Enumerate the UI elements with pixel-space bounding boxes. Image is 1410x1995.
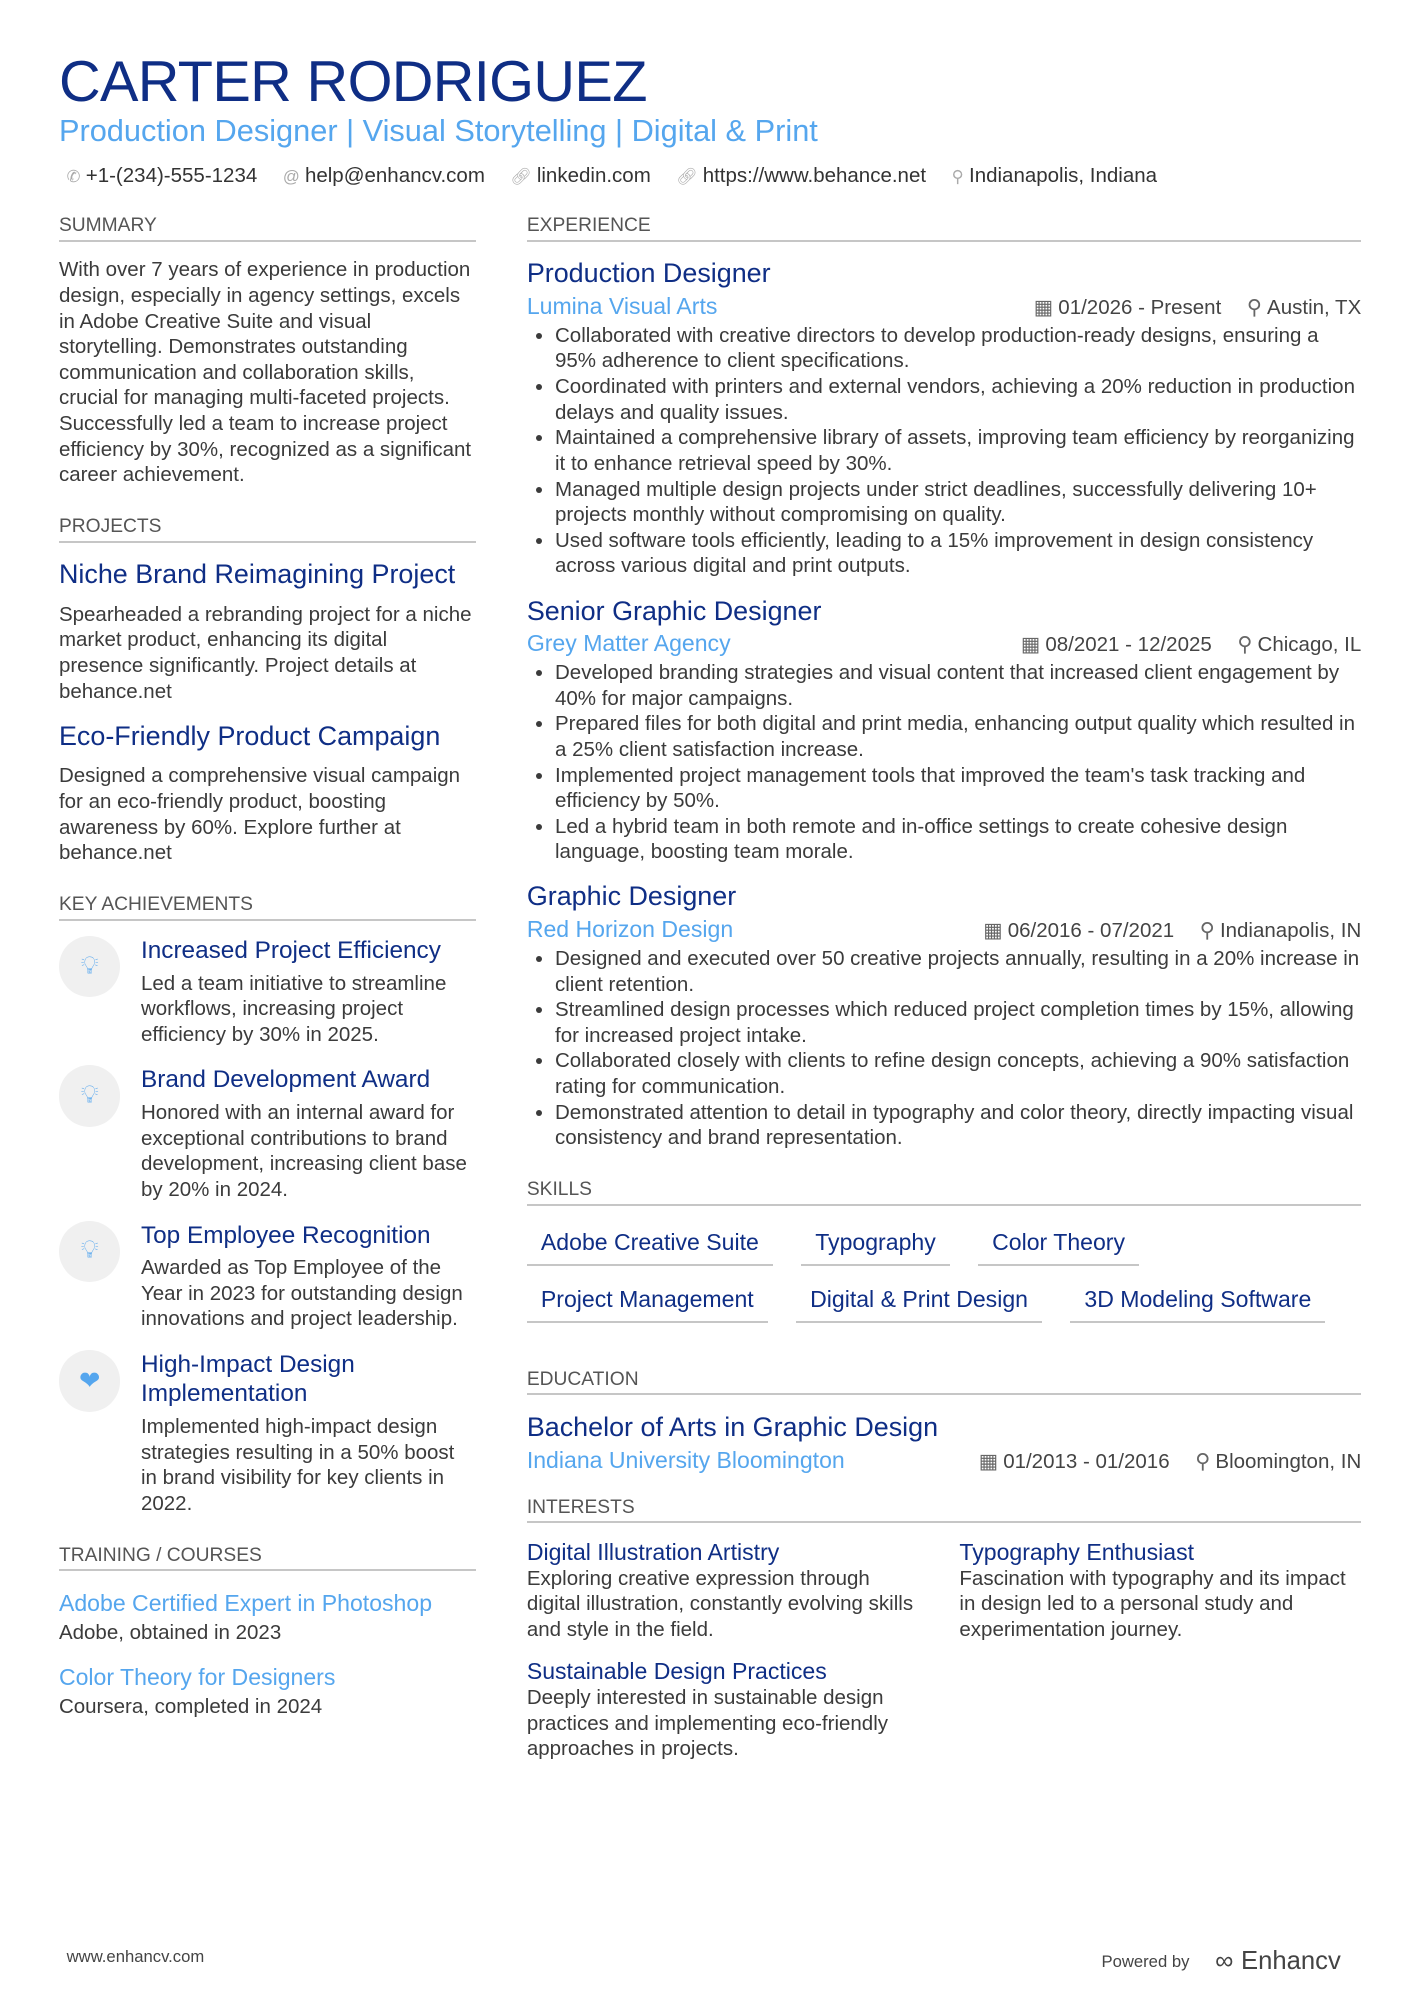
skill-tag: Digital & Print Design: [796, 1278, 1042, 1322]
achievement-item: [59, 1065, 476, 1202]
interest-title: Typography Enthusiast: [959, 1538, 1195, 1565]
skill-tag: Color Theory: [978, 1221, 1139, 1265]
section-heading-education: EDUCATION: [527, 1369, 1361, 1396]
lightbulb-icon: 💡︎: [59, 1065, 121, 1127]
interest-text: Fascination with typography and its impact in design led to a personal study and experimentation journey.: [959, 1566, 1346, 1641]
job-bullet: • Prepared files for both digital and print media, enhancing output quality which resulted in a 25% client satisfaction increase.: [555, 711, 1361, 762]
company-name: Lumina Visual Arts: [526, 293, 718, 320]
location-icon: ⚲: [1195, 1449, 1211, 1473]
interest-title: Sustainable Design Practices: [526, 1657, 827, 1684]
course-detail: Coursera, completed in 2024: [58, 1695, 323, 1719]
location-icon: ⚲: [1246, 296, 1262, 320]
job-location: Indianapolis, IN: [1219, 919, 1362, 943]
project-title: Niche Brand Reimagining Project: [58, 559, 456, 590]
calendar-icon: ▦: [983, 919, 1003, 943]
phone-icon: ✆: [66, 167, 81, 187]
left-column: [59, 215, 476, 1720]
achievement-title: High-Impact Design Implementation: [140, 1350, 355, 1408]
contact-phone[interactable]: [67, 164, 258, 188]
achievement-text: Awarded as Top Employee of the Year in 2023 for outstanding design innovations and project leadership.: [140, 1256, 463, 1331]
project-item: [59, 720, 476, 866]
contact-linkedin[interactable]: [511, 164, 651, 188]
job-bullets: [527, 323, 1361, 579]
skill-tag: Typography: [801, 1221, 950, 1265]
section-heading-training: TRAINING / COURSES: [59, 1545, 476, 1572]
job-meta-row: [527, 916, 1361, 943]
achievement-item: [59, 1221, 476, 1333]
job-bullet: • Used software tools efficiently, leading to a 15% improvement in design consistency across various digital and print outputs.: [555, 528, 1361, 579]
contact-text: linkedin.com: [536, 164, 651, 188]
course-title: Adobe Certified Expert in Photoshop: [58, 1589, 433, 1616]
interest-text: Exploring creative expression through digital illustration, constantly evolving skills and style in the field.: [526, 1566, 914, 1641]
summary-text: With over 7 years of experience in production design, especially in agency settings, excels in Adobe Creative Suite and visual storytelling. Demonstrates outstanding communication and collaboration skills, crucial for managing multi-faceted projects. Successfully led a team to increase project efficiency by 30%, recognized as a significant career achievement.: [58, 258, 472, 487]
section-heading-projects: PROJECTS: [59, 516, 476, 543]
job-bullet: • Implemented project management tools that improved the team's task tracking and efficiency by 50%.: [555, 763, 1361, 814]
candidate-subtitle: Production Designer | Visual Storytelling | Digital & Print: [58, 112, 818, 148]
course-item: [59, 1661, 476, 1720]
achievement-text: Implemented high-impact design strategies resulting in a 50% boost in brand visibility for key clients in 2022.: [140, 1415, 455, 1515]
enhancv-logo: [1215, 1947, 1341, 1976]
lightbulb-icon: 💡︎: [59, 1221, 121, 1283]
achievement-item: [59, 1350, 476, 1517]
job-dates: 08/2021 - 12/2025: [1045, 633, 1212, 657]
skill-tag: Project Management: [527, 1278, 768, 1322]
education-location: Bloomington, IN: [1215, 1449, 1362, 1473]
contact-text: Indianapolis, Indiana: [969, 164, 1158, 188]
job-title: Production Designer: [526, 258, 771, 289]
job-bullet: • Collaborated with creative directors to develop production-ready designs, ensuring a 95% adherence to client specifications.: [555, 323, 1361, 374]
section-heading-interests: INTERESTS: [527, 1497, 1361, 1524]
link-icon: 🔗︎: [510, 167, 532, 187]
job-bullets: [527, 946, 1361, 1151]
job-dates: 06/2016 - 07/2021: [1007, 919, 1175, 943]
project-description: Designed a comprehensive visual campaign for an eco-friendly product, boosting awareness by 60%. Explore further at behance.net: [58, 764, 461, 865]
achievement-title: Brand Development Award: [140, 1066, 431, 1094]
education-dates: 01/2013 - 01/2016: [1003, 1449, 1170, 1473]
company-name: Grey Matter Agency: [526, 630, 731, 657]
project-item: [59, 558, 476, 704]
experience-item: [527, 257, 1361, 579]
experience-item: [527, 595, 1361, 866]
interests-grid: [527, 1539, 1361, 1762]
contact-text: https://www.behance.net: [702, 164, 927, 188]
calendar-icon: ▦: [978, 1449, 999, 1473]
job-location: Chicago, IL: [1257, 633, 1362, 657]
job-bullet: • Demonstrated attention to detail in typography and color theory, directly impacting visual consistency and brand representation.: [555, 1100, 1361, 1151]
interest-title: Digital Illustration Artistry: [526, 1538, 780, 1565]
contact-email[interactable]: [283, 164, 485, 188]
interest-item: [527, 1658, 929, 1762]
contact-bar: [67, 164, 1157, 188]
achievement-text: Honored with an internal award for exceptional contributions to brand development, increasing client base by 20% in 2024.: [140, 1101, 467, 1201]
enhancv-brand: Enhancv: [1241, 1947, 1341, 1976]
achievement-text: Led a team initiative to streamline workflows, increasing project efficiency by 30% in 2025.: [140, 971, 447, 1046]
section-heading-experience: EXPERIENCE: [527, 215, 1361, 242]
experience-item: [527, 880, 1361, 1151]
job-bullet: • Collaborated closely with clients to refine design concepts, achieving a 90% satisfaction rating for communication.: [555, 1048, 1361, 1099]
education-row: [527, 1447, 1361, 1474]
heart-icon: ❤: [59, 1350, 121, 1412]
job-bullet: • Coordinated with printers and external vendors, achieving a 20% reduction in production delays and quality issues.: [555, 374, 1361, 425]
job-bullet: • Developed branding strategies and visual content that increased client engagement by 40% for major campaigns.: [555, 660, 1361, 711]
company-name: Red Horizon Design: [526, 916, 734, 943]
contact-location: [952, 164, 1157, 188]
contact-text: help@enhancv.com: [304, 164, 485, 188]
job-title: Senior Graphic Designer: [526, 595, 822, 626]
location-icon: ⚲: [1237, 633, 1253, 657]
location-icon: ⚲: [1199, 919, 1215, 943]
section-heading-skills: SKILLS: [527, 1179, 1361, 1206]
interest-item: [959, 1539, 1361, 1643]
course-item: [59, 1587, 476, 1646]
location-icon: ⚲: [951, 167, 964, 187]
powered-by-label: Powered by: [1101, 1951, 1190, 1971]
skill-tag: Adobe Creative Suite: [527, 1221, 773, 1265]
achievement-title: Top Employee Recognition: [140, 1221, 431, 1249]
footer-url[interactable]: www.enhancv.com: [66, 1947, 205, 1967]
school-name: Indiana University Bloomington: [526, 1446, 845, 1473]
at-icon: @: [282, 167, 300, 187]
job-bullet: • Managed multiple design projects under strict deadlines, successfully delivering 10+ projects monthly without compromising on quality.: [555, 477, 1361, 528]
contact-text: +1-(234)-555-1234: [85, 164, 258, 188]
job-bullet: • Maintained a comprehensive library of assets, improving team efficiency by reorganizing it to enhance retrieval speed by 30%.: [555, 425, 1361, 476]
right-column: [527, 215, 1361, 1762]
achievement-item: [59, 936, 476, 1048]
job-bullet: • Led a hybrid team in both remote and in-office settings to create cohesive design language, boosting team morale.: [555, 814, 1361, 865]
job-bullets: [527, 660, 1361, 865]
project-description: Spearheaded a rebranding project for a niche market product, enhancing its digital presence significantly. Project details at behance.net: [58, 602, 472, 703]
job-location: Austin, TX: [1267, 296, 1362, 320]
achievement-title: Increased Project Efficiency: [140, 936, 441, 964]
skills-list: [527, 1221, 1361, 1323]
job-meta-row: [527, 630, 1361, 657]
enhancv-logo-icon: ∞: [1215, 1947, 1234, 1976]
course-title: Color Theory for Designers: [58, 1664, 336, 1691]
contact-behance[interactable]: [676, 164, 926, 188]
section-heading-summary: SUMMARY: [59, 215, 476, 242]
job-dates: 01/2026 - Present: [1058, 296, 1222, 320]
job-bullet: • Designed and executed over 50 creative projects annually, resulting in a 20% increase in client retention.: [555, 946, 1361, 997]
section-heading-achievements: KEY ACHIEVEMENTS: [59, 894, 476, 921]
candidate-name: CARTER RODRIGUEZ: [58, 49, 647, 114]
project-title: Eco-Friendly Product Campaign: [58, 720, 441, 751]
interest-text: Deeply interested in sustainable design practices and implementing eco-friendly approaches in projects.: [526, 1685, 889, 1761]
job-meta-row: [527, 293, 1361, 320]
job-bullet: • Streamlined design processes which reduced project completion times by 15%, allowing for increased project intake.: [555, 997, 1361, 1048]
link-icon: 🔗︎: [676, 167, 698, 187]
skill-tag: 3D Modeling Software: [1070, 1278, 1325, 1322]
footer-branding: [1101, 1947, 1340, 1976]
job-title: Graphic Designer: [526, 881, 737, 912]
interest-item: [527, 1539, 929, 1643]
course-detail: Adobe, obtained in 2023: [58, 1621, 282, 1645]
calendar-icon: ▦: [1033, 296, 1054, 320]
degree-title: Bachelor of Arts in Graphic Design: [526, 1411, 939, 1442]
lightbulb-icon: 💡︎: [59, 936, 121, 998]
calendar-icon: ▦: [1020, 633, 1041, 657]
